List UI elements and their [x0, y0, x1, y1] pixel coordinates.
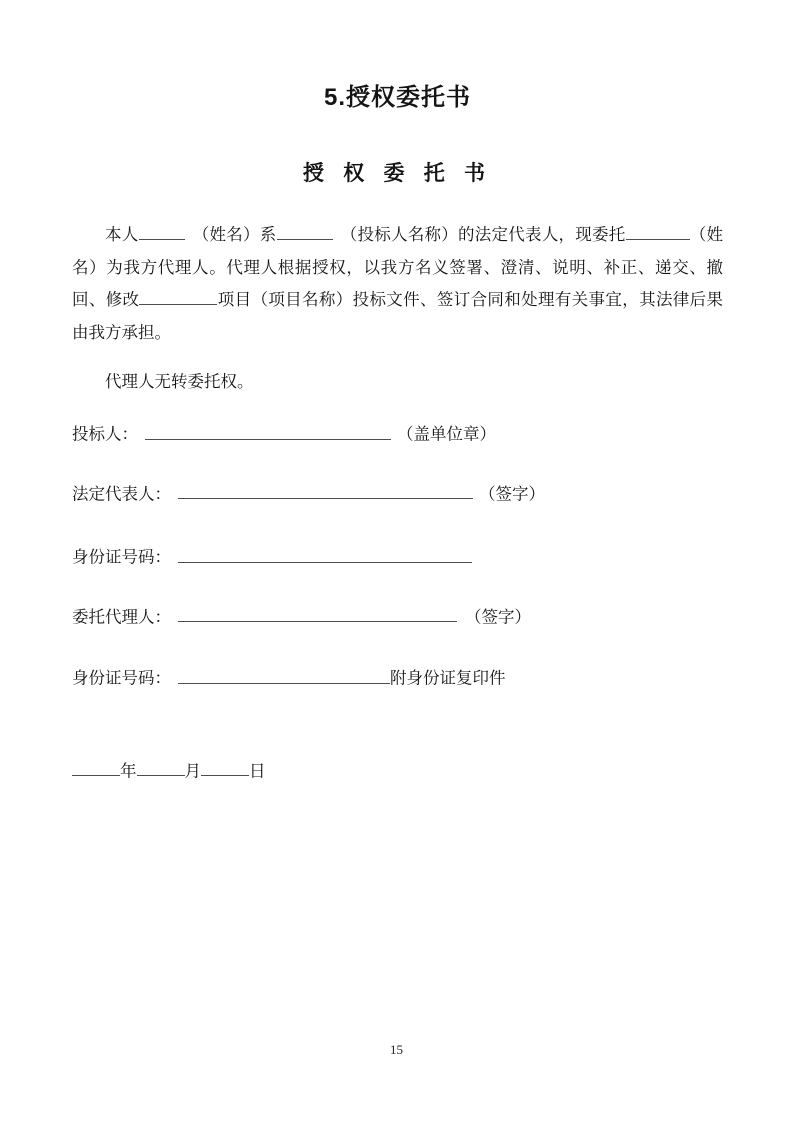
year-label: 年 — [120, 761, 137, 780]
blank-year — [72, 759, 120, 777]
id-number-2-suffix: 附身份证复印件 — [390, 668, 506, 688]
paragraph-text-2: （姓名）系 — [192, 225, 277, 244]
blank-id-number-1 — [178, 545, 472, 563]
legal-rep-suffix: （签字） — [479, 484, 545, 503]
bidder-suffix: （盖单位章） — [397, 424, 496, 444]
agent-suffix: （签字） — [465, 607, 531, 626]
blank-month — [137, 759, 185, 777]
blank-bidder-name — [277, 223, 333, 241]
legal-rep-label: 法定代表人： — [72, 484, 171, 503]
month-label: 月 — [184, 761, 201, 780]
field-row-id-number-1 — [72, 545, 723, 568]
section-title: 5.授权委托书 — [323, 84, 471, 111]
field-row-bidder — [72, 422, 723, 445]
field-row-legal-rep — [72, 482, 723, 505]
document-title: 授 权 委 托 书 — [303, 161, 492, 185]
bidder-label: 投标人： — [72, 424, 138, 444]
paragraph-text-3: （投标人名称）的法定代表人，现委托 — [340, 225, 626, 244]
signature-fields — [72, 422, 723, 689]
blank-principal-name — [139, 223, 185, 241]
date-line — [72, 759, 723, 782]
paragraph-text-5: 项目（项目名称）投标文件、签订合同和处理有关事宜，其法律后果由我方承担。 — [72, 290, 724, 342]
field-row-agent — [72, 605, 723, 628]
paragraph-text-4: （姓名）为我方代理人。代理人根据授权，以我方名义签署、澄清、说明、补正、递交、撤回、修改 — [72, 225, 723, 309]
agent-label: 委托代理人： — [72, 607, 171, 626]
paragraph-text-1: 本人 — [105, 225, 139, 244]
blank-agent-name — [626, 223, 690, 241]
blank-project-name — [139, 288, 217, 306]
id-number-1-label: 身份证号码： — [72, 547, 171, 567]
field-row-id-number-2 — [72, 666, 723, 689]
page-number: 15 — [390, 1042, 403, 1057]
id-number-2-label: 身份证号码： — [72, 668, 171, 688]
blank-legal-rep-signature — [178, 482, 473, 500]
authorization-paragraph — [72, 219, 723, 349]
blank-agent-signature — [178, 605, 457, 623]
blank-day — [201, 759, 249, 777]
blank-bidder-signature — [145, 422, 391, 440]
blank-id-number-2 — [178, 666, 390, 684]
day-label: 日 — [249, 761, 266, 780]
no-subdelegation-note: 代理人无转委托权。 — [105, 371, 254, 391]
